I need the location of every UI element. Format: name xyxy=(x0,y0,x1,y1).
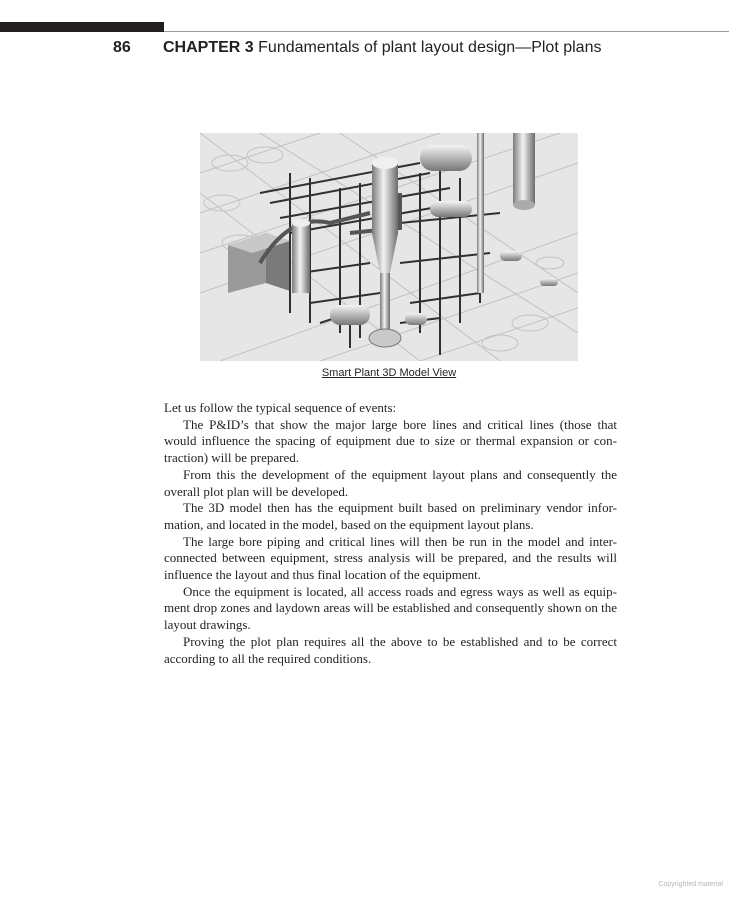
paragraph: From this the development of the equipment layout plans and consequently the overall plot plan will be developed. xyxy=(164,466,617,499)
body-text xyxy=(164,400,617,667)
header-rule xyxy=(164,31,729,32)
paragraph: The large bore piping and critical lines will then be run in the model and inter-connected between equipment, stress analysis will be prepared, and the results will influence the layout and thus final location of the equipment. xyxy=(164,533,617,583)
paragraph: The 3D model then has the equipment built based on preliminary vendor infor-mation, and located in the model, based on the equipment layout plans. xyxy=(164,500,617,532)
chapter-title: Fundamentals of plant layout design—Plot plans xyxy=(258,39,602,56)
figure-caption: Smart Plant 3D Model View xyxy=(321,367,457,379)
page-number: 86 xyxy=(113,39,131,56)
chapter-heading xyxy=(163,39,601,57)
paragraph: Once the equipment is located, all access roads and egress ways as well as equip-ment drop zones and laydown areas will be established and consequently shown on the layout drawings. xyxy=(164,583,617,633)
plant-3d-model-image xyxy=(200,133,578,361)
copyright-watermark: Copyrighted material xyxy=(658,881,723,888)
plant-3d-model-figure xyxy=(200,133,578,361)
paragraph: Let us follow the typical sequence of events: xyxy=(164,400,397,415)
running-header xyxy=(0,37,729,61)
header-bar-dark xyxy=(0,22,164,32)
chapter-label: CHAPTER 3 xyxy=(163,39,254,56)
paragraph: Proving the plot plan requires all the above to be established and to be correct according to all the required conditions. xyxy=(164,633,617,666)
paragraph: The P&ID’s that show the major large bore lines and critical lines (those that would influence the spacing of equipment due to size or thermal expansion or con-traction) will be prepared. xyxy=(164,416,617,466)
